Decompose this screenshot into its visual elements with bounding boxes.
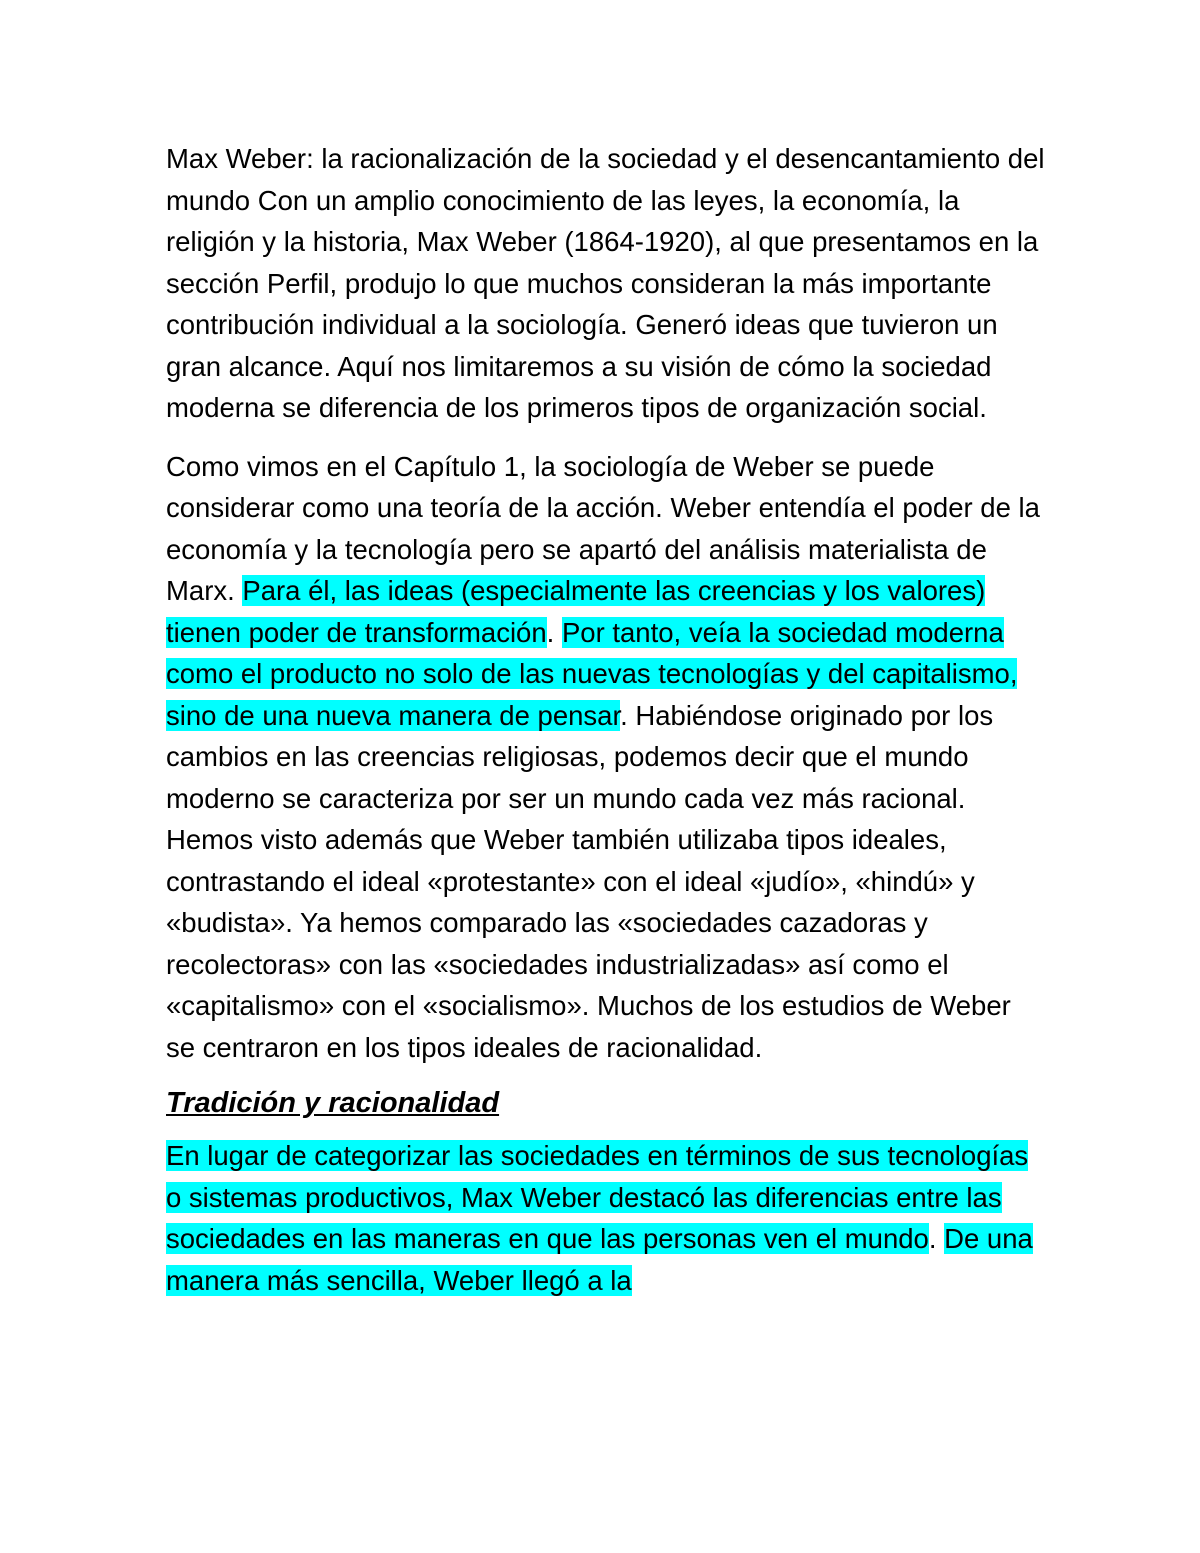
highlighted-text: De una manera más sencilla, Weber llegó a la: [166, 1223, 1033, 1296]
paragraph-tradition: [166, 1135, 1046, 1301]
paragraph3-text-1: .: [928, 1223, 945, 1254]
paragraph2-text-2: .: [546, 616, 562, 648]
highlighted-text: Por tanto, veía la sociedad moderna como el producto no solo de las nuevas tecnologías y del capitalismo, sino de una nueva manera de pensar: [166, 616, 1018, 731]
highlighted-text: En lugar de categorizar las sociedades en términos de sus tecnologías o sistemas productivos, Max Weber destacó las diferencias entre las sociedades en las maneras en que las personas ven el mundo: [166, 1140, 1029, 1254]
paragraph-intro: [166, 138, 1046, 429]
document-body: [166, 138, 1046, 1301]
highlighted-text: Para él, las ideas (especialmente las creencias y los valores) tienen poder de transformación: [166, 575, 986, 648]
paragraph-weber-action-theory: [166, 446, 1046, 1069]
paragraph2-text-1: Como vimos en el Capítulo 1, la sociología de Weber se puede considerar como una teoría de la acción. Weber entendía el poder de la economía y la tecnología pero se apartó del análisis materialista de Marx.: [166, 450, 1040, 606]
paragraph2-text-3: . Habiéndose originado por los cambios en las creencias religiosas, podemos decir que el mundo moderno se caracteriza por ser un mundo cada vez más racional. Hemos visto además que Weber también utilizaba tipos ideales, contrastando el ideal «protestante» con el ideal «judío», «hindú» y «budista». Ya hemos comparado las «sociedades cazadoras y recolectoras» con las «sociedades industrializadas» así como el «capitalismo» con el «socialismo». Muchos de los estudios de Weber se centraron en los tipos ideales de racionalidad.: [166, 699, 1011, 1063]
paragraph-intro-text: Max Weber: la racionalización de la sociedad y el desencantamiento del mundo Con un amplio conocimiento de las leyes, la economía, la religión y la historia, Max Weber (1864-1920), al que presentamos en la sección Perfil, produjo lo que muchos consideran la más importante contribución individual a la sociología. Generó ideas que tuvieron un gran alcance. Aquí nos limitaremos a su visión de cómo la sociedad moderna se diferencia de los primeros tipos de organización social.: [166, 143, 1045, 423]
section-heading: Tradición y racionalidad: [166, 1087, 500, 1119]
